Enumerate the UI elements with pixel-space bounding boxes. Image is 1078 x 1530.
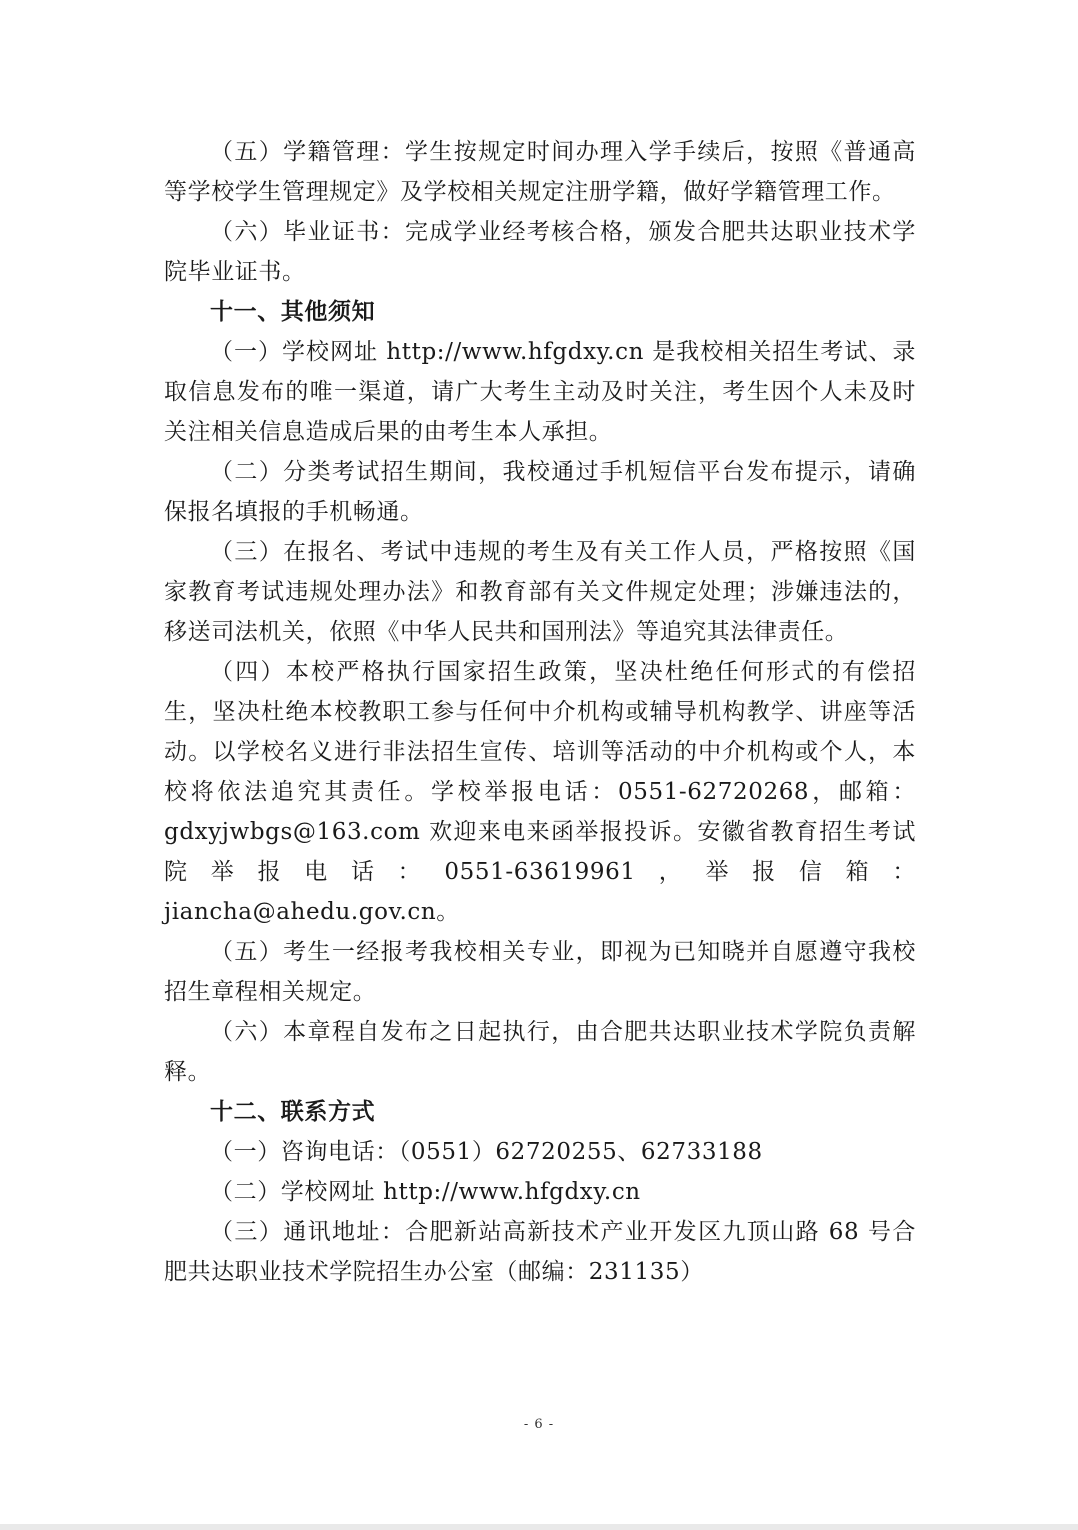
paragraph-compliance: （五）考生一经报考我校相关专业，即视为已知晓并自愿遵守我校招生章程相关规定。: [164, 939, 916, 1005]
page-number: - 6 -: [523, 1417, 555, 1432]
paragraph-contact-phone: （一）咨询电话：（0551）62720255、62733188: [210, 1139, 763, 1165]
paragraph-school-website: （一）学校网址 http://www.hfgdxy.cn 是我校相关招生考试、录取信息发布的唯一渠道，请广大考生主动及时关注，考生因个人未及时关注相关信息造成后果的由考生本人承担。: [164, 339, 916, 445]
paragraph-contact-website: （二）学校网址 http://www.hfgdxy.cn: [210, 1179, 641, 1205]
paragraph-student-status: （五）学籍管理：学生按规定时间办理入学手续后，按照《普通高等学校学生管理规定》及学校相关规定注册学籍，做好学籍管理工作。: [164, 139, 916, 205]
section-heading-other-notes: 十一、其他须知: [210, 299, 376, 325]
paragraph-effective-date: （六）本章程自发布之日起执行，由合肥共达职业技术学院负责解释。: [164, 1019, 916, 1085]
document-body: [164, 132, 916, 1292]
section-heading-contact: 十二、联系方式: [210, 1099, 376, 1125]
paragraph-violations: （三）在报名、考试中违规的考生及有关工作人员，严格按照《国家教育考试违规处理办法》和教育部有关文件规定处理；涉嫌违法的，移送司法机关，依照《中华人民共和国刑法》等追究其法律责任。: [164, 539, 916, 645]
page-bottom-edge: [0, 1524, 1078, 1530]
paragraph-admission-policy: （四）本校严格执行国家招生政策，坚决杜绝任何形式的有偿招生，坚决杜绝本校教职工参与任何中介机构或辅导机构教学、讲座等活动。以学校名义进行非法招生宣传、培训等活动的中介机构或个人，本校将依法追究其责任。学校举报电话：0551-62720268，邮箱：gdxyjwbgs@163.com 欢迎来电来函举报投诉。安徽省教育招生考试院举报电话：0551-63619961，举报信箱：jiancha@ahedu.gov.cn。: [164, 659, 916, 925]
paragraph-sms-notice: （二）分类考试招生期间，我校通过手机短信平台发布提示，请确保报名填报的手机畅通。: [164, 459, 916, 525]
paragraph-contact-address: （三）通讯地址：合肥新站高新技术产业开发区九顶山路 68 号合肥共达职业技术学院招生办公室（邮编：231135）: [164, 1219, 916, 1285]
paragraph-graduation-certificate: （六）毕业证书：完成学业经考核合格，颁发合肥共达职业技术学院毕业证书。: [164, 219, 916, 285]
